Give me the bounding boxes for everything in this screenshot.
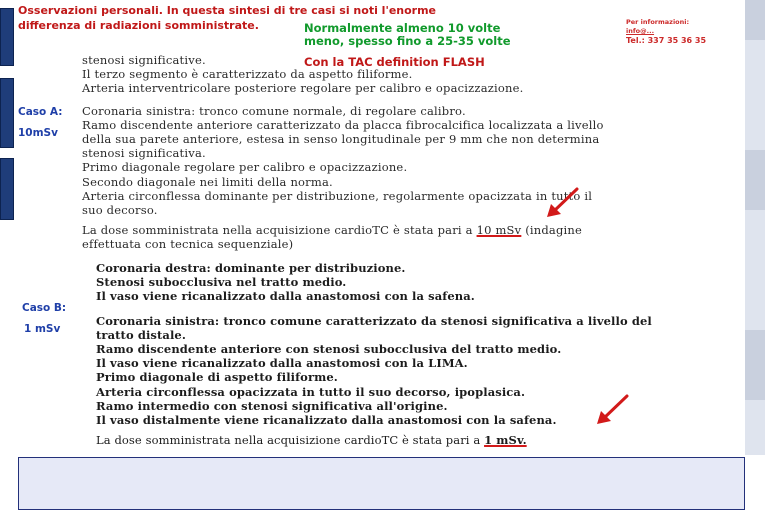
- contact-line2: info@...: [626, 27, 655, 35]
- report-line: Ramo intermedio con stenosi significativa all'origine.: [96, 398, 448, 413]
- dose-value: 10 mSv: [476, 223, 522, 238]
- report-line: della sua parete anteriore, estesa in senso longitudinale per 9 mm che non determina: [82, 132, 600, 147]
- report-line: stenosi significativa.: [82, 146, 206, 161]
- report-line: stenosi significative.: [82, 53, 206, 67]
- report-line: tratto distale.: [96, 327, 186, 342]
- dose-sentence-start: La dose somministrata nella acquisizione cardioTC è stata pari a: [82, 223, 473, 238]
- report-line: suo decorso.: [82, 203, 158, 218]
- red-arrow-icon: [591, 393, 631, 429]
- report-line: Stenosi subocclusiva nel tratto medio.: [96, 275, 347, 290]
- report-line: Il vaso viene ricanalizzato dalla anastomosi con la safena.: [96, 289, 475, 304]
- case-b-dose: 1 mSv: [24, 323, 61, 335]
- dose-sentence-end: (indagine: [525, 223, 583, 238]
- report-line: Arteria interventricolare posteriore regolare per calibro e opacizzazione.: [82, 81, 524, 96]
- contact-block: [626, 18, 706, 45]
- report-line: Ramo discendente anteriore caratterizzato da placca fibrocalcifica localizzata a livello: [82, 117, 604, 132]
- note-line2: meno, spesso fino a 25-35 volte: [304, 34, 511, 48]
- case-a-report: [82, 53, 712, 252]
- case-a-dose: 10mSv: [18, 127, 58, 139]
- report-line: Primo diagonale di aspetto filiforme.: [96, 370, 338, 385]
- case-b-label: Caso B:: [22, 302, 67, 314]
- report-line: Secondo diagonale nei limiti della norma.: [82, 174, 333, 189]
- note-flash: Con la TAC definition FLASH: [304, 55, 485, 69]
- report-line: Il vaso viene ricanalizzato dalla anastomosi con la LIMA.: [96, 356, 468, 371]
- report-line: Coronaria destra: dominante per distribuzione.: [96, 261, 406, 275]
- report-line: Arteria circonflessa dominante per distribuzione, regolarmente opacizzata in tutto il: [82, 188, 593, 203]
- red-arrow-icon: [541, 186, 581, 222]
- report-line: Il terzo segmento è caratterizzato da aspetto filiforme.: [82, 67, 413, 82]
- header-title-line2: differenza di radiazioni somministrate.: [18, 19, 259, 32]
- dose-line-2: effettuata con tecnica sequenziale): [82, 237, 294, 252]
- report-line: Il vaso distalmente viene ricanalizzato dalla anastomosi con la safena.: [96, 413, 557, 428]
- dose-value: 1 mSv.: [484, 433, 527, 448]
- report-line: Coronaria sinistra: tronco comune caratterizzato da stenosi significativa a livello del: [96, 313, 652, 328]
- report-line: Ramo discendente anteriore con stenosi subocclusiva del tratto medio.: [96, 342, 562, 357]
- left-bar-1: [0, 8, 14, 66]
- left-bar-3: [0, 158, 14, 220]
- right-rail: [745, 0, 765, 510]
- report-line: Arteria circonflessa opacizzata in tutto il suo decorso, ipoplasica.: [96, 384, 526, 399]
- report-line: Primo diagonale regolare per calibro e opacizzazione.: [82, 160, 408, 175]
- note-line1: Normalmente almeno 10 volte: [304, 21, 501, 35]
- notes-panel: [18, 457, 745, 510]
- dose-line: [82, 223, 712, 237]
- contact-line1: Per informazioni:: [626, 18, 690, 26]
- dose-line: [96, 433, 696, 447]
- header-title-line1: Osservazioni personali. In questa sintesi di tre casi si noti l'enorme: [18, 4, 437, 17]
- contact-tel: Tel.: 337 35 36 35: [626, 36, 707, 45]
- left-bar-2: [0, 78, 14, 148]
- slide: [16, 0, 745, 455]
- report-line: Coronaria sinistra: tronco comune normale, di regolare calibro.: [82, 103, 466, 118]
- dose-sentence-start: La dose somministrata nella acquisizione cardioTC è stata pari a: [96, 433, 481, 448]
- case-a-label: Caso A:: [18, 106, 63, 118]
